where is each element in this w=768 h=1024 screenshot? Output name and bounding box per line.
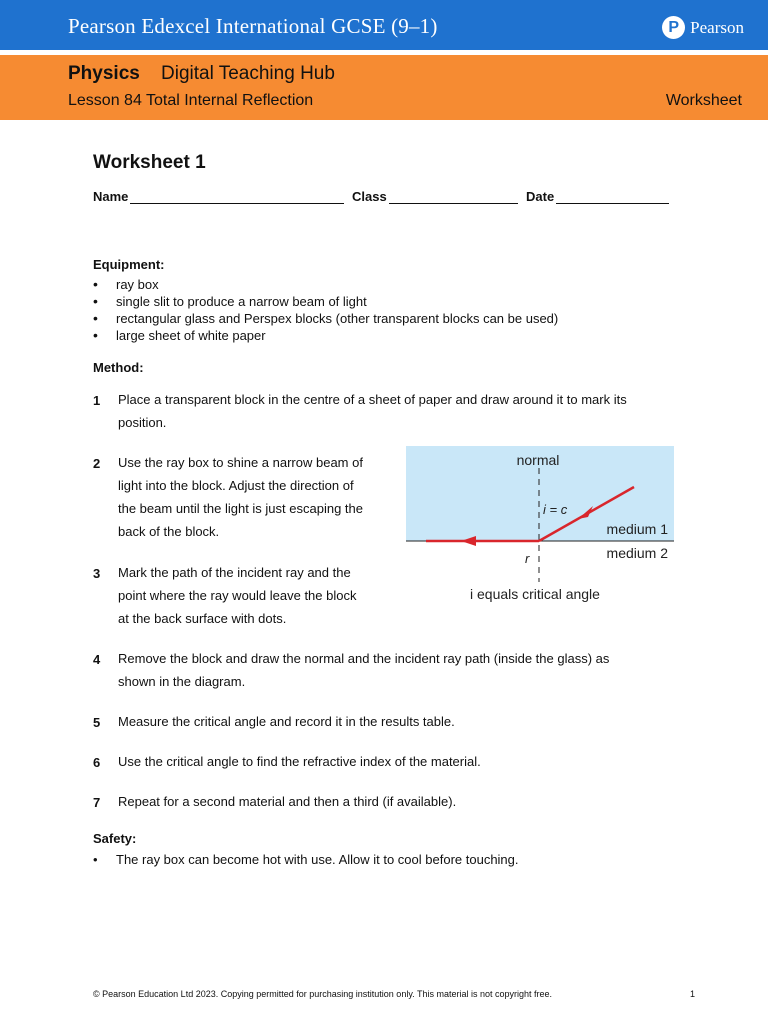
- step-text: [118, 750, 481, 773]
- step-line: point where the ray would leave the block: [118, 588, 357, 603]
- medium-2-label: medium 2: [606, 545, 668, 561]
- angle-label: i = c: [543, 502, 568, 517]
- page-number: 1: [690, 989, 696, 999]
- class-field[interactable]: [352, 189, 518, 204]
- date-field[interactable]: [526, 189, 669, 204]
- medium-1-label: medium 1: [606, 521, 668, 537]
- step-text: [118, 710, 455, 733]
- step-line: shown in the diagram.: [118, 674, 246, 689]
- step-line: light into the block. Adjust the direction of: [118, 478, 354, 493]
- step-text: [118, 561, 356, 630]
- class-line[interactable]: [389, 191, 518, 204]
- bullet: •: [93, 852, 98, 867]
- step-text: [118, 451, 363, 543]
- worksheet-title: Worksheet 1: [93, 152, 206, 173]
- step-line: Remove the block and draw the normal and the incident ray path (inside the glass) as: [118, 651, 610, 666]
- step-line: Measure the critical angle and record it in the results table.: [118, 714, 455, 729]
- footer-copyright: © Pearson Education Ltd 2023. Copying permitted for purchasing institution only. This material is not copyright free.: [93, 989, 553, 999]
- equipment-item: • ray box: [93, 276, 558, 293]
- pearson-logo-icon: P: [662, 16, 685, 39]
- step-number: 4: [93, 652, 101, 667]
- r-label: r: [525, 551, 530, 566]
- method-heading: Method:: [93, 360, 144, 375]
- step-line: position.: [118, 415, 167, 430]
- step-line: the beam until the light is just escaping the: [118, 501, 363, 516]
- normal-label: normal: [516, 452, 560, 468]
- step-line: back of the block.: [118, 524, 220, 539]
- qualification-title: Pearson Edexcel International GCSE (9–1): [68, 14, 438, 38]
- critical-angle-diagram: [406, 446, 674, 606]
- date-label: Date: [526, 189, 555, 204]
- pearson-logo: [662, 16, 744, 39]
- diagram-caption: i equals critical angle: [470, 586, 600, 602]
- step-number: 5: [93, 715, 101, 730]
- name-line[interactable]: [130, 191, 344, 204]
- step-number: 7: [93, 795, 101, 810]
- equipment-item: • rectangular glass and Perspex blocks (other transparent blocks can be used): [93, 310, 558, 327]
- equipment-heading: Equipment:: [93, 257, 165, 272]
- step-text: [118, 388, 627, 434]
- safety-heading: Safety:: [93, 831, 137, 846]
- step-number: 3: [93, 566, 101, 581]
- document-type: Worksheet: [665, 92, 742, 109]
- date-line[interactable]: [556, 191, 669, 204]
- equipment-item: • large sheet of white paper: [93, 327, 558, 344]
- name-field[interactable]: [93, 189, 344, 204]
- pearson-logo-text: Pearson: [690, 17, 744, 37]
- lesson-banner: [0, 55, 768, 120]
- step-line: Mark the path of the incident ray and the: [118, 565, 351, 580]
- step-line: Place a transparent block in the centre of a sheet of paper and draw around it to mark its: [118, 392, 627, 407]
- subject-label: Physics: [68, 63, 140, 84]
- step-line: Use the critical angle to find the refractive index of the material.: [118, 754, 481, 769]
- lesson-title: Lesson 84 Total Internal Reflection: [68, 92, 314, 109]
- step-number: 1: [93, 393, 101, 408]
- step-line: Repeat for a second material and then a third (if available).: [118, 794, 457, 809]
- header-bar: [0, 0, 768, 50]
- name-label: Name: [93, 189, 129, 204]
- step-number: 2: [93, 456, 101, 471]
- step-number: 6: [93, 755, 101, 770]
- step-text: [118, 647, 609, 693]
- equipment-item: • single slit to produce a narrow beam of light: [93, 293, 558, 310]
- class-label: Class: [352, 189, 387, 204]
- safety-text: The ray box can become hot with use. Allow it to cool before touching.: [116, 852, 519, 867]
- step-text: [118, 790, 456, 813]
- step-line: at the back surface with dots.: [118, 611, 287, 626]
- hub-label: Digital Teaching Hub: [161, 63, 335, 84]
- step-line: Use the ray box to shine a narrow beam of: [118, 455, 363, 470]
- equipment-list: [93, 276, 558, 344]
